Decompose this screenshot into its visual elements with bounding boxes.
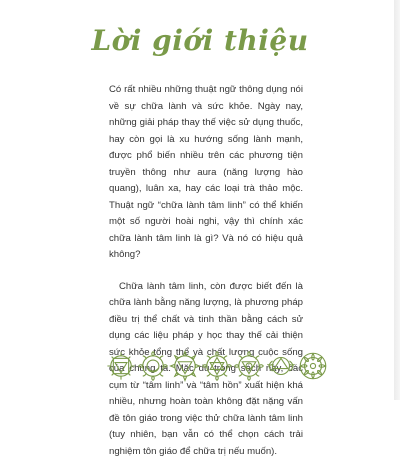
intro-text [109, 82, 303, 460]
throat-chakra-icon [232, 349, 266, 383]
chakra-symbols-row [0, 349, 400, 389]
heart-chakra-icon [200, 349, 234, 383]
root-chakra-icon [104, 349, 138, 383]
page-edge-shadow [394, 0, 400, 400]
third-eye-chakra-icon [264, 349, 298, 383]
paragraph-1: Có rất nhiều những thuật ngữ thông dụng nói về sự chữa lành và sức khỏe. Ngày nay, những giải pháp thay thế việc sử dụng thuốc, hay còn gọi là xu hướng sống lành mạnh, được phổ biến nhiều trên các phương tiện truyền thông như aura (năng lượng hào quang), luân xa, hay các loại trà thảo mộc. Thuật ngữ “chữa lành tâm linh” có thể khiến một số người hoài nghi, vậy thì chính xác chữa lành tâm linh là gì? Và nó có hiệu quả không? [109, 82, 303, 264]
paragraph-2: Chữa lành tâm linh, còn được biết đến là chữa lành bằng năng lượng, là phương pháp điều trị thể chất và tinh thần bằng cách sử dụng các liệu pháp y học thay thế cải thiện sức khỏe tổng thể và chất lượng cuộc sống của chúng ta. Mặc dù trong sách này, các cụm từ “tâm linh” và “tâm hồn” xuất hiện khá nhiều, nhưng hoàn toàn không đặt nặng vấn đề tôn giáo trong việc thử chữa lành tâm linh (tuy nhiên, bạn vẫn có thể chọn cách trải nghiệm tôn giáo để chữa trị nếu muốn). [109, 279, 303, 460]
solar-plexus-chakra-icon [168, 349, 202, 383]
page-title: Lời giới thiệu [0, 24, 400, 57]
sacral-chakra-icon [136, 349, 170, 383]
crown-chakra-icon [296, 349, 330, 383]
